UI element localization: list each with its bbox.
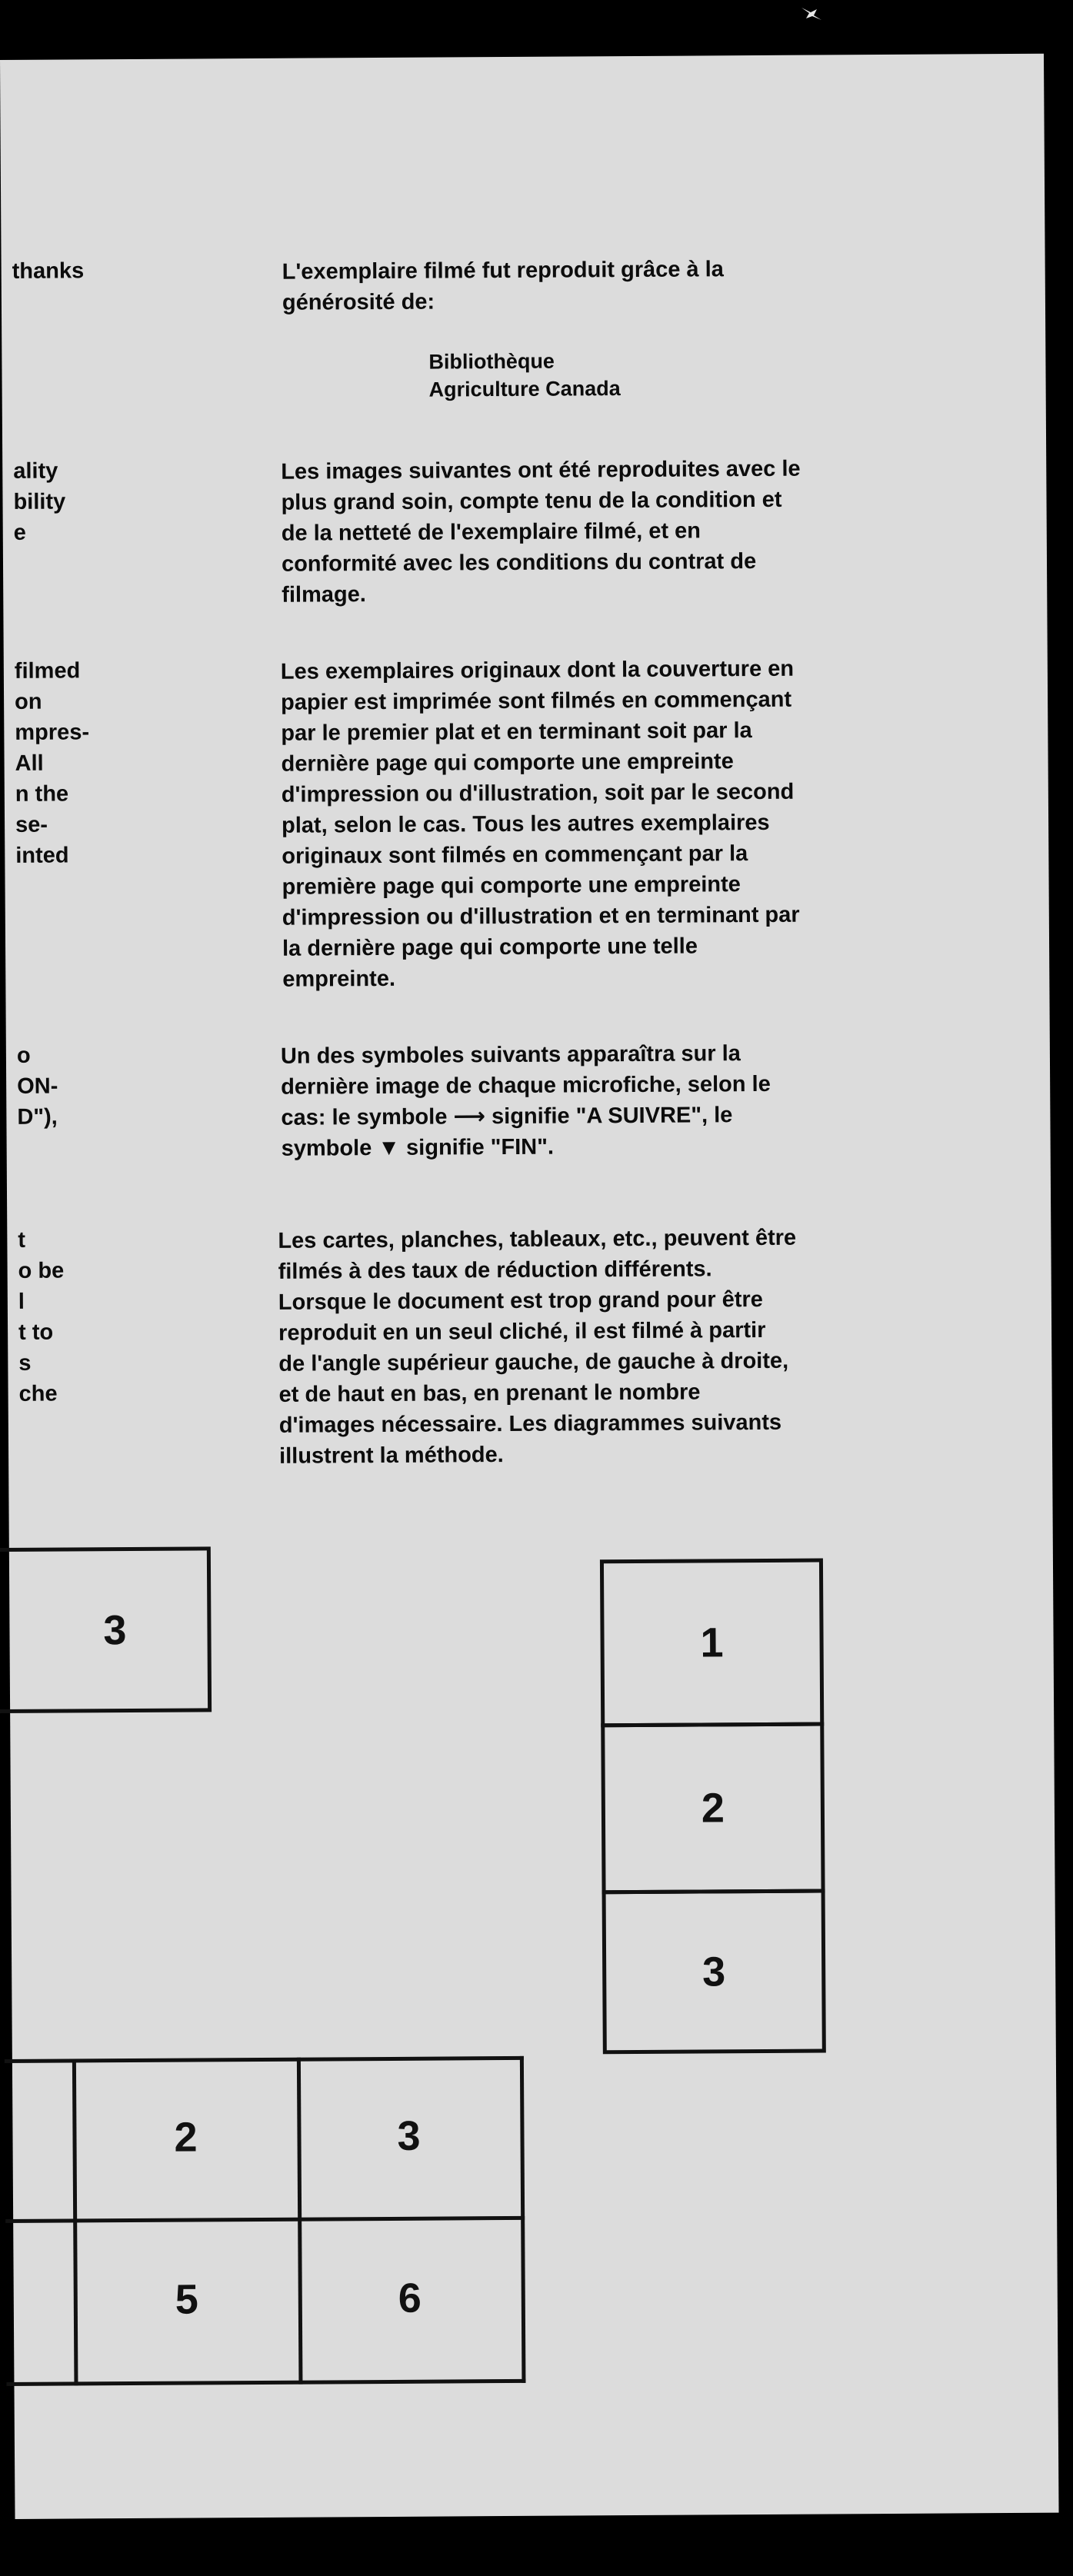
text-line: cas: le symbole ⟶ signifie "A SUIVRE", le xyxy=(281,1103,733,1130)
fragment: thanks xyxy=(12,258,85,284)
fragment: D"), xyxy=(17,1104,58,1130)
fragment: che xyxy=(18,1381,58,1406)
scan-speck xyxy=(800,5,825,22)
text-line: Un des symboles suivants apparaîtra sur la xyxy=(280,1041,741,1069)
intro-line: générosité de: xyxy=(282,289,435,315)
intro-line: L'exemplaire filmé fut reproduit grâce à la xyxy=(282,257,724,285)
grid-frame-5: 5 xyxy=(175,2276,198,2323)
grid-frame-3: 3 xyxy=(397,2112,421,2159)
text-line: d'images nécessaire. Les diagrammes suivants xyxy=(278,1409,782,1438)
frame-number: 1 xyxy=(700,1619,724,1666)
diagram-frame-2 xyxy=(601,1722,825,1894)
text-line: d'impression ou d'illustration et en terminant par xyxy=(282,902,800,930)
fragment: n the xyxy=(15,781,69,807)
institution-name: Agriculture Canada xyxy=(428,377,621,401)
grid-line xyxy=(520,2056,526,2383)
diagram-frame-3 xyxy=(602,1889,826,2054)
diagram-row-frame-3 xyxy=(0,1546,212,1713)
text-line: première page qui comporte une empreinte xyxy=(282,872,741,900)
text-line: illustrent la méthode. xyxy=(279,1443,504,1469)
fragment: t xyxy=(18,1227,26,1253)
diagram-frame-1 xyxy=(600,1559,824,1728)
text-line: originaux sont filmés en commençant par la xyxy=(282,841,748,869)
text-line: conformité avec les conditions du contrat de xyxy=(281,549,757,577)
frame-number: 2 xyxy=(701,1785,725,1832)
text-line: filmage. xyxy=(282,582,366,607)
fragment: o be xyxy=(18,1258,65,1283)
text-line: de la netteté de l'exemplaire filmé, et en xyxy=(281,518,701,546)
fragment: inted xyxy=(15,843,69,868)
fragment: ON- xyxy=(17,1073,58,1099)
text-line: dernière page qui comporte une empreinte xyxy=(281,749,734,777)
text-line: filmés à des taux de réduction différents. xyxy=(278,1256,712,1284)
text-line: la dernière page qui comporte une telle xyxy=(282,934,698,961)
fragment: bility xyxy=(13,489,66,514)
fragment: All xyxy=(15,751,44,776)
frame-number: 3 xyxy=(701,1948,726,1995)
text-line: de l'angle supérieur gauche, de gauche à droite, xyxy=(278,1348,789,1376)
fragment: e xyxy=(13,520,26,545)
fragment: filmed xyxy=(14,658,81,684)
text-line: Les images suivantes ont été reproduites avec le xyxy=(281,456,801,484)
text-line: plat, selon le cas. Tous les autres exemplaires xyxy=(281,810,770,838)
text-line: Les cartes, planches, tableaux, etc., peuvent être xyxy=(278,1225,797,1253)
fragment: mpres- xyxy=(15,720,90,745)
fragment: t to xyxy=(18,1320,54,1345)
fragment: o xyxy=(16,1043,31,1068)
grid-line xyxy=(5,2216,525,2223)
text-line: et de haut en bas, en prenant le nombre xyxy=(278,1380,701,1407)
fragment: ality xyxy=(13,458,58,484)
text-line: Les exemplaires originaux dont la couverture en xyxy=(280,656,795,684)
fragment: l xyxy=(18,1289,25,1314)
text-line: par le premier plat et en terminant soit par la xyxy=(281,718,752,746)
text-line: dernière image de chaque microfiche, selon le xyxy=(281,1071,771,1100)
grid-frame-6: 6 xyxy=(398,2275,422,2321)
grid-line xyxy=(6,2379,525,2386)
scanned-page xyxy=(0,54,1059,2519)
text-line: reproduit en un seul cliché, il est filmé à partir xyxy=(278,1317,766,1346)
text-line: papier est imprimée sont filmés en commençant xyxy=(281,687,792,715)
fragment: on xyxy=(15,689,42,714)
grid-line xyxy=(5,2056,524,2063)
text-line: plus grand soin, compte tenu de la condition et xyxy=(281,487,782,515)
text-line: empreinte. xyxy=(282,966,396,992)
text-line: Lorsque le document est trop grand pour être xyxy=(278,1286,763,1315)
fragment: se- xyxy=(15,812,48,837)
frame-number: 3 xyxy=(103,1606,127,1653)
text-line: d'impression ou d'illustration, soit par le second xyxy=(281,779,795,807)
institution-name: Bibliothèque xyxy=(428,349,555,374)
text-line: symbole ▼ signifie "FIN". xyxy=(281,1134,555,1161)
fragment: s xyxy=(18,1350,32,1376)
grid-frame-2: 2 xyxy=(174,2114,198,2161)
